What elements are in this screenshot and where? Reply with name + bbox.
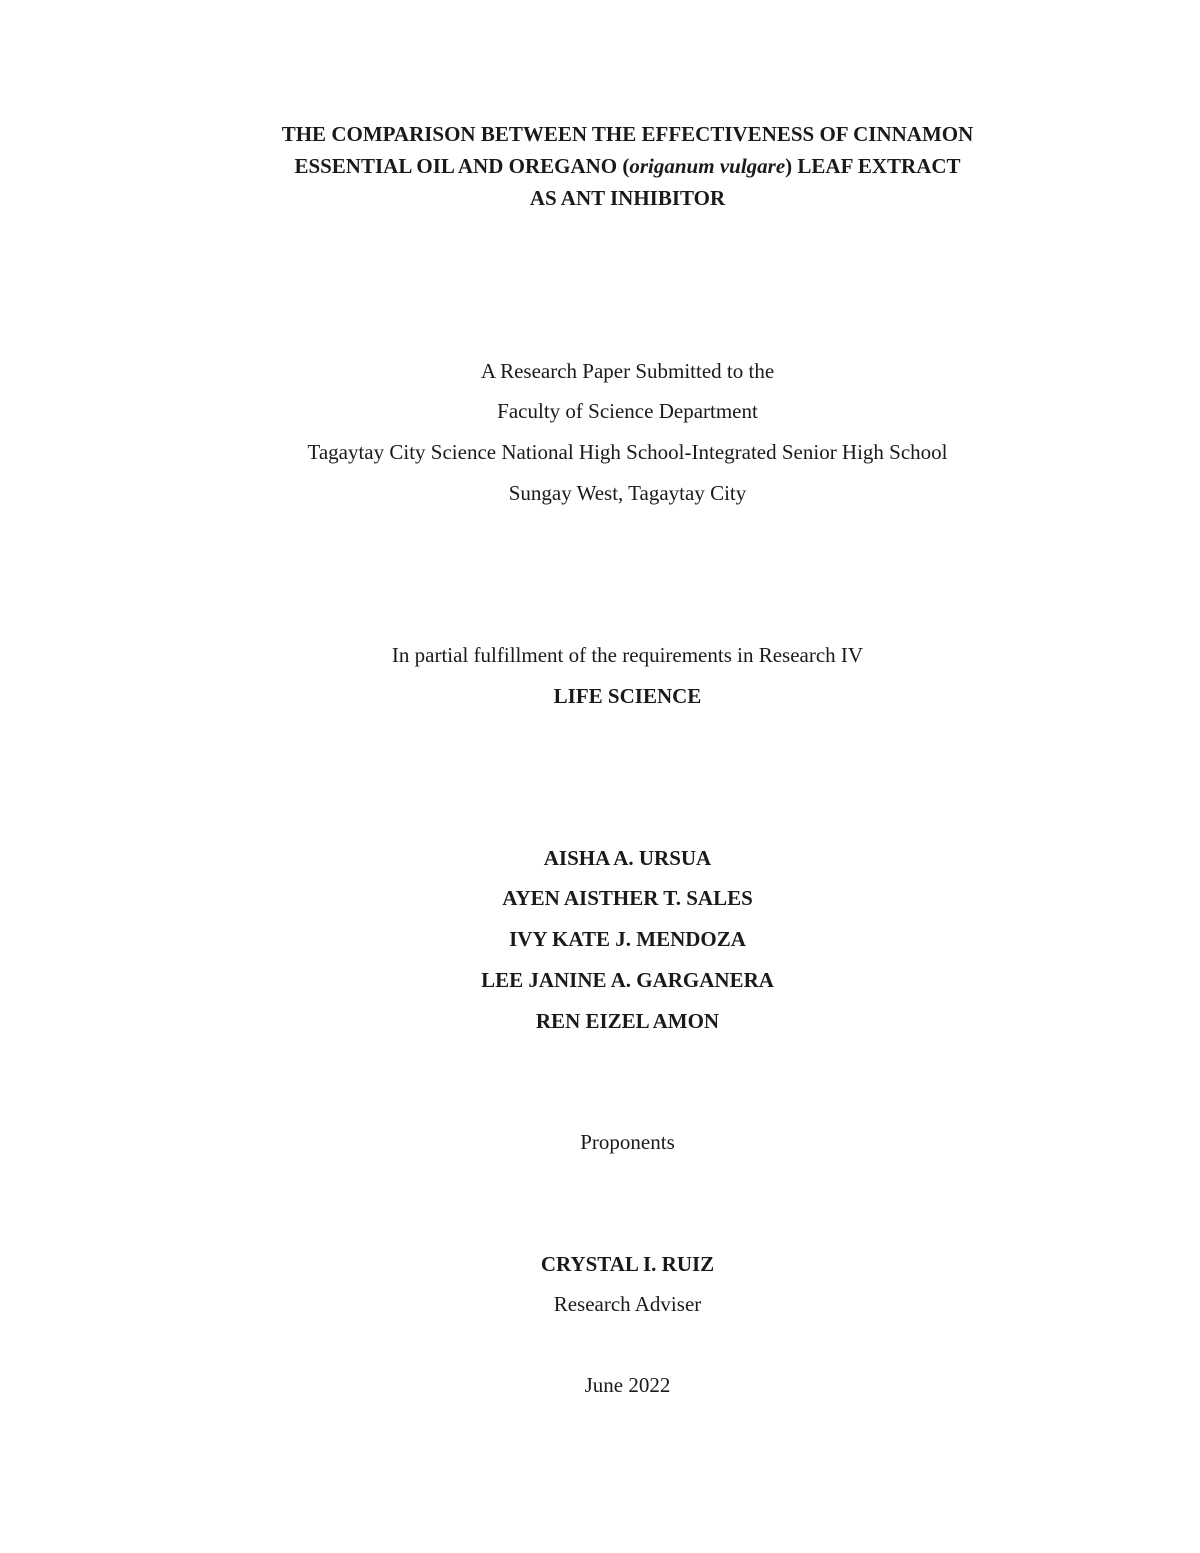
title-line-1: THE COMPARISON BETWEEN THE EFFECTIVENESS OF CINNAMON xyxy=(281,122,974,146)
adviser-role: Research Adviser xyxy=(553,1292,702,1316)
field-of-study: LIFE SCIENCE xyxy=(553,684,702,708)
title-line-2-start: ESSENTIAL OIL AND OREGANO ( xyxy=(294,154,630,178)
proponent-name: REN EIZEL AMON xyxy=(535,1009,720,1033)
submission-line-3: Tagaytay City Science National High School-Integrated Senior High School xyxy=(307,440,948,464)
submission-line-4: Sungay West, Tagaytay City xyxy=(508,481,747,505)
submission-line-1: A Research Paper Submitted to the xyxy=(480,359,775,383)
proponent-name: LEE JANINE A. GARGANERA xyxy=(481,968,774,992)
fulfillment-text: In partial fulfillment of the requirements in Research IV xyxy=(391,643,864,667)
submission-line-2: Faculty of Science Department xyxy=(497,399,758,423)
proponent-name: AISHA A. URSUA xyxy=(543,846,712,870)
proponent-name: IVY KATE J. MENDOZA xyxy=(509,927,746,951)
title-line-2-end: ) LEAF EXTRACT xyxy=(785,154,961,178)
adviser-name: CRYSTAL I. RUIZ xyxy=(540,1252,715,1276)
title-line-3: AS ANT INHIBITOR xyxy=(529,186,726,210)
scientific-name: origanum vulgare xyxy=(629,154,786,178)
submission-date: June 2022 xyxy=(584,1373,671,1397)
title-line-2 xyxy=(0,153,1200,179)
proponent-name: AYEN AISTHER T. SALES xyxy=(502,886,753,910)
proponents-label: Proponents xyxy=(580,1130,675,1154)
